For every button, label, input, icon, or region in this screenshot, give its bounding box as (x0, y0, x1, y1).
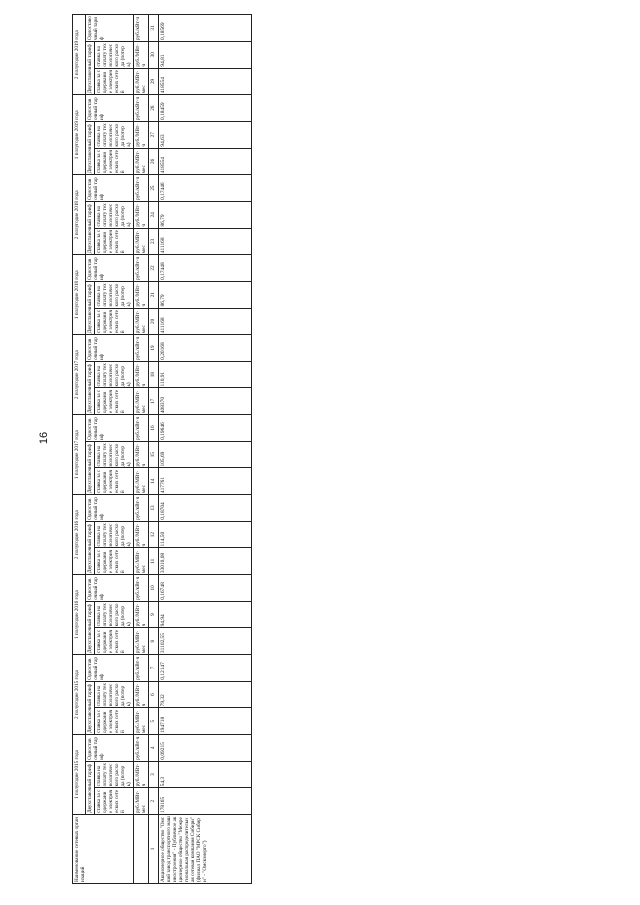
value-cell: 0,17448 (159, 255, 252, 282)
unit-cell: руб./кВт·ч (134, 335, 149, 362)
unit-cell: руб./кВт·ч (134, 735, 149, 762)
page-number: 16 (38, 431, 51, 445)
two-part-tariff-header: Двухставочный тариф (86, 681, 95, 734)
rate-maintenance-header: ставка за содержание электрических сетей (95, 388, 134, 415)
value-cell: 411168 (159, 228, 252, 255)
org-header: Наименование сетевых организаций (73, 815, 134, 884)
value-cell: 86,79 (159, 281, 252, 308)
value-cell: 114,50 (159, 521, 252, 548)
value-cell: 110,91 (159, 361, 252, 388)
period-header: 1 полугодие 2018 года (73, 255, 86, 335)
one-part-tariff-header: Одноставочный тариф (86, 655, 134, 682)
value-cell: 408370 (159, 388, 252, 415)
one-part-tariff-header: Одноставочный тариф (86, 335, 134, 362)
column-number: 23 (149, 228, 159, 255)
rate-losses-header: ставка на оплату технологического расхода (потерь) (96, 43, 132, 67)
two-part-tariff-header: Двухставочный тариф (86, 201, 95, 254)
two-part-tariff-header: Двухставочный тариф (86, 441, 95, 494)
unit-cell: руб./МВт·ч (134, 41, 149, 68)
tariff-table (72, 14, 252, 884)
rate-losses-header: ставка на оплату технологического расхода (потерь) (96, 283, 132, 307)
unit-cell: руб./МВт·ч (134, 281, 149, 308)
two-part-tariff-header: Двухставочный тариф (86, 521, 95, 574)
period-header: 1 полугодие 2017 года (73, 415, 86, 495)
rate-maintenance-header: ставка за содержание электрических сетей (95, 228, 134, 255)
rate-losses-header: ставка на оплату технологического расхода (потерь) (96, 523, 132, 547)
value-cell: 411168 (159, 308, 252, 335)
column-number: 12 (149, 521, 159, 548)
rate-losses-header: ставка на оплату технологического расхода (потерь) (96, 203, 132, 227)
period-header: 2 полугодие 2019 года (73, 15, 86, 95)
period-header: 2 полугодие 2015 года (73, 655, 86, 735)
rate-maintenance-header: ставка за содержание электрических сетей (95, 468, 134, 495)
value-cell: 94,81 (159, 41, 252, 68)
unit-cell: руб./МВт·мес (134, 468, 149, 495)
column-number: 7 (149, 655, 159, 682)
value-cell: 0,09215 (159, 735, 252, 762)
rate-losses-header: ставка на оплату технологического расхода (потерь) (96, 603, 132, 627)
rate-losses-header: ставка на оплату технологического расхода (потерь) (96, 683, 132, 707)
unit-cell: руб./МВт·ч (134, 681, 149, 708)
rotated-table-container (72, 14, 592, 884)
value-cell: 194718 (159, 708, 252, 735)
unit-cell: руб./МВт·ч (134, 601, 149, 628)
period-header: 1 полугодие 2016 года (73, 575, 86, 655)
column-number: 27 (149, 121, 159, 148)
value-cell: 94,94 (159, 601, 252, 628)
unit-cell: руб./кВт·ч (134, 495, 149, 522)
unit-cell: руб./МВт·мес (134, 708, 149, 735)
column-number: 21 (149, 281, 159, 308)
unit-cell: руб./МВт·мес (134, 628, 149, 655)
unit-cell: руб./МВт·мес (134, 68, 149, 95)
period-header: 1 полугодие 2015 года (73, 735, 86, 815)
value-cell: 178165 (159, 788, 252, 815)
rate-losses-header: ставка на оплату технологического расхода (потерь) (96, 443, 132, 467)
value-cell: 94,63 (159, 121, 252, 148)
period-header: 2 полугодие 2016 года (73, 495, 86, 575)
value-cell: 86,79 (159, 201, 252, 228)
unit-cell: руб./кВт·ч (134, 175, 149, 202)
column-number: 17 (149, 388, 159, 415)
two-part-tariff-header: Двухставочный тариф (86, 281, 95, 334)
two-part-tariff-header: Двухставочный тариф (86, 41, 95, 94)
value-cell: 33010,08 (159, 548, 252, 575)
rate-losses-header: ставка на оплату технологического расхода (потерь) (96, 763, 132, 787)
unit-cell: руб./кВт·ч (134, 415, 149, 442)
column-number: 30 (149, 41, 159, 68)
one-part-tariff-header: Одноставочный тариф (86, 495, 134, 522)
column-number: 13 (149, 495, 159, 522)
one-part-tariff-header: Одноставочный тариф (86, 415, 134, 442)
column-number: 3 (149, 761, 159, 788)
unit-cell: руб./МВт·ч (134, 361, 149, 388)
value-cell: 0,12147 (159, 655, 252, 682)
column-number: 25 (149, 175, 159, 202)
unit-blank (134, 815, 149, 884)
two-part-tariff-header: Двухставочный тариф (86, 761, 95, 814)
column-number: 22 (149, 255, 159, 282)
period-header: 2 полугодие 2018 года (73, 175, 86, 255)
value-cell: 418554 (159, 68, 252, 95)
column-number: 20 (149, 308, 159, 335)
unit-cell: руб./кВт·ч (134, 575, 149, 602)
column-number: 29 (149, 68, 159, 95)
one-part-tariff-header: Одноставочный тариф (86, 95, 134, 122)
unit-cell: руб./МВт·мес (134, 228, 149, 255)
rate-maintenance-header: ставка за содержание электрических сетей (95, 628, 134, 655)
unit-cell: руб./МВт·мес (134, 308, 149, 335)
unit-cell: руб./МВт·мес (134, 388, 149, 415)
unit-cell: руб./МВт·ч (134, 121, 149, 148)
column-number: 24 (149, 201, 159, 228)
value-cell: 0,20168 (159, 335, 252, 362)
value-cell: 0,18569 (159, 15, 252, 42)
value-cell: 417761 (159, 468, 252, 495)
two-part-tariff-header: Двухставочный тариф (86, 601, 95, 654)
value-cell: 0,18459 (159, 95, 252, 122)
unit-cell: руб./кВт·ч (134, 95, 149, 122)
column-number: 18 (149, 361, 159, 388)
two-part-tariff-header: Двухставочный тариф (86, 361, 95, 414)
value-cell: 0,16748 (159, 575, 252, 602)
rate-maintenance-header: ставка за содержание электрических сетей (95, 308, 134, 335)
unit-cell: руб./МВт·мес (134, 548, 149, 575)
unit-cell: руб./кВт·ч (134, 655, 149, 682)
unit-cell: руб./кВт·ч (134, 255, 149, 282)
column-number: 19 (149, 335, 159, 362)
unit-cell: руб./кВт·ч (134, 15, 149, 42)
rate-maintenance-header: ставка за содержание электрических сетей (95, 148, 134, 175)
rate-maintenance-header: ставка за содержание электрических сетей (95, 548, 134, 575)
value-cell: 54,3 (159, 761, 252, 788)
column-number: 11 (149, 548, 159, 575)
rate-losses-header: ставка на оплату технологического расхода (потерь) (96, 363, 132, 387)
column-number: 16 (149, 415, 159, 442)
rate-maintenance-header: ставка за содержание электрических сетей (95, 708, 134, 735)
one-part-tariff-header: Одноставочный тариф (86, 575, 134, 602)
rate-maintenance-header: ставка за содержание электрических сетей (95, 68, 134, 95)
two-part-tariff-header: Двухставочный тариф (86, 121, 95, 174)
value-cell: 0,19646 (159, 415, 252, 442)
column-number: 4 (149, 735, 159, 762)
value-cell: 79,32 (159, 681, 252, 708)
column-number: 31 (149, 15, 159, 42)
column-number: 15 (149, 441, 159, 468)
one-part-tariff-header: Одноставочный тариф (86, 175, 134, 202)
column-number: 1 (149, 815, 159, 884)
unit-cell: руб./МВт·ч (134, 761, 149, 788)
column-number: 5 (149, 708, 159, 735)
column-number: 9 (149, 601, 159, 628)
unit-cell: руб./МВт·ч (134, 441, 149, 468)
column-number: 26 (149, 148, 159, 175)
column-number: 8 (149, 628, 159, 655)
column-number: 28 (149, 95, 159, 122)
value-cell: 105,69 (159, 441, 252, 468)
one-part-tariff-header: Одноставочный тариф (86, 735, 134, 762)
column-number: 6 (149, 681, 159, 708)
one-part-tariff-header: Одноставочный тариф (86, 15, 134, 42)
unit-cell: руб./МВт·мес (134, 148, 149, 175)
value-cell: 418554 (159, 148, 252, 175)
value-cell: 0,18704 (159, 495, 252, 522)
column-number: 10 (149, 575, 159, 602)
unit-cell: руб./МВт·ч (134, 201, 149, 228)
organization-name: Акционерное общество "Омский завод транспортного машиностроения" - Публичное акционерное общество "Межрегиональная распределительная сетевая компания Сибири" (филиал ПАО "МРСК Сибири" - "Омскэнерго") (159, 815, 252, 884)
value-cell: 0,17446 (159, 175, 252, 202)
one-part-tariff-header: Одноставочный тариф (86, 255, 134, 282)
column-number: 14 (149, 468, 159, 495)
rate-losses-header: ставка на оплату технологического расхода (потерь) (96, 123, 132, 147)
value-cell: 31102,55 (159, 628, 252, 655)
unit-cell: руб./МВт·мес (134, 788, 149, 815)
rate-maintenance-header: ставка за содержание электрических сетей (95, 788, 134, 815)
period-header: 1 полугодие 2019 года (73, 95, 86, 175)
unit-cell: руб./МВт·ч (134, 521, 149, 548)
period-header: 2 полугодие 2017 года (73, 335, 86, 415)
column-number: 2 (149, 788, 159, 815)
